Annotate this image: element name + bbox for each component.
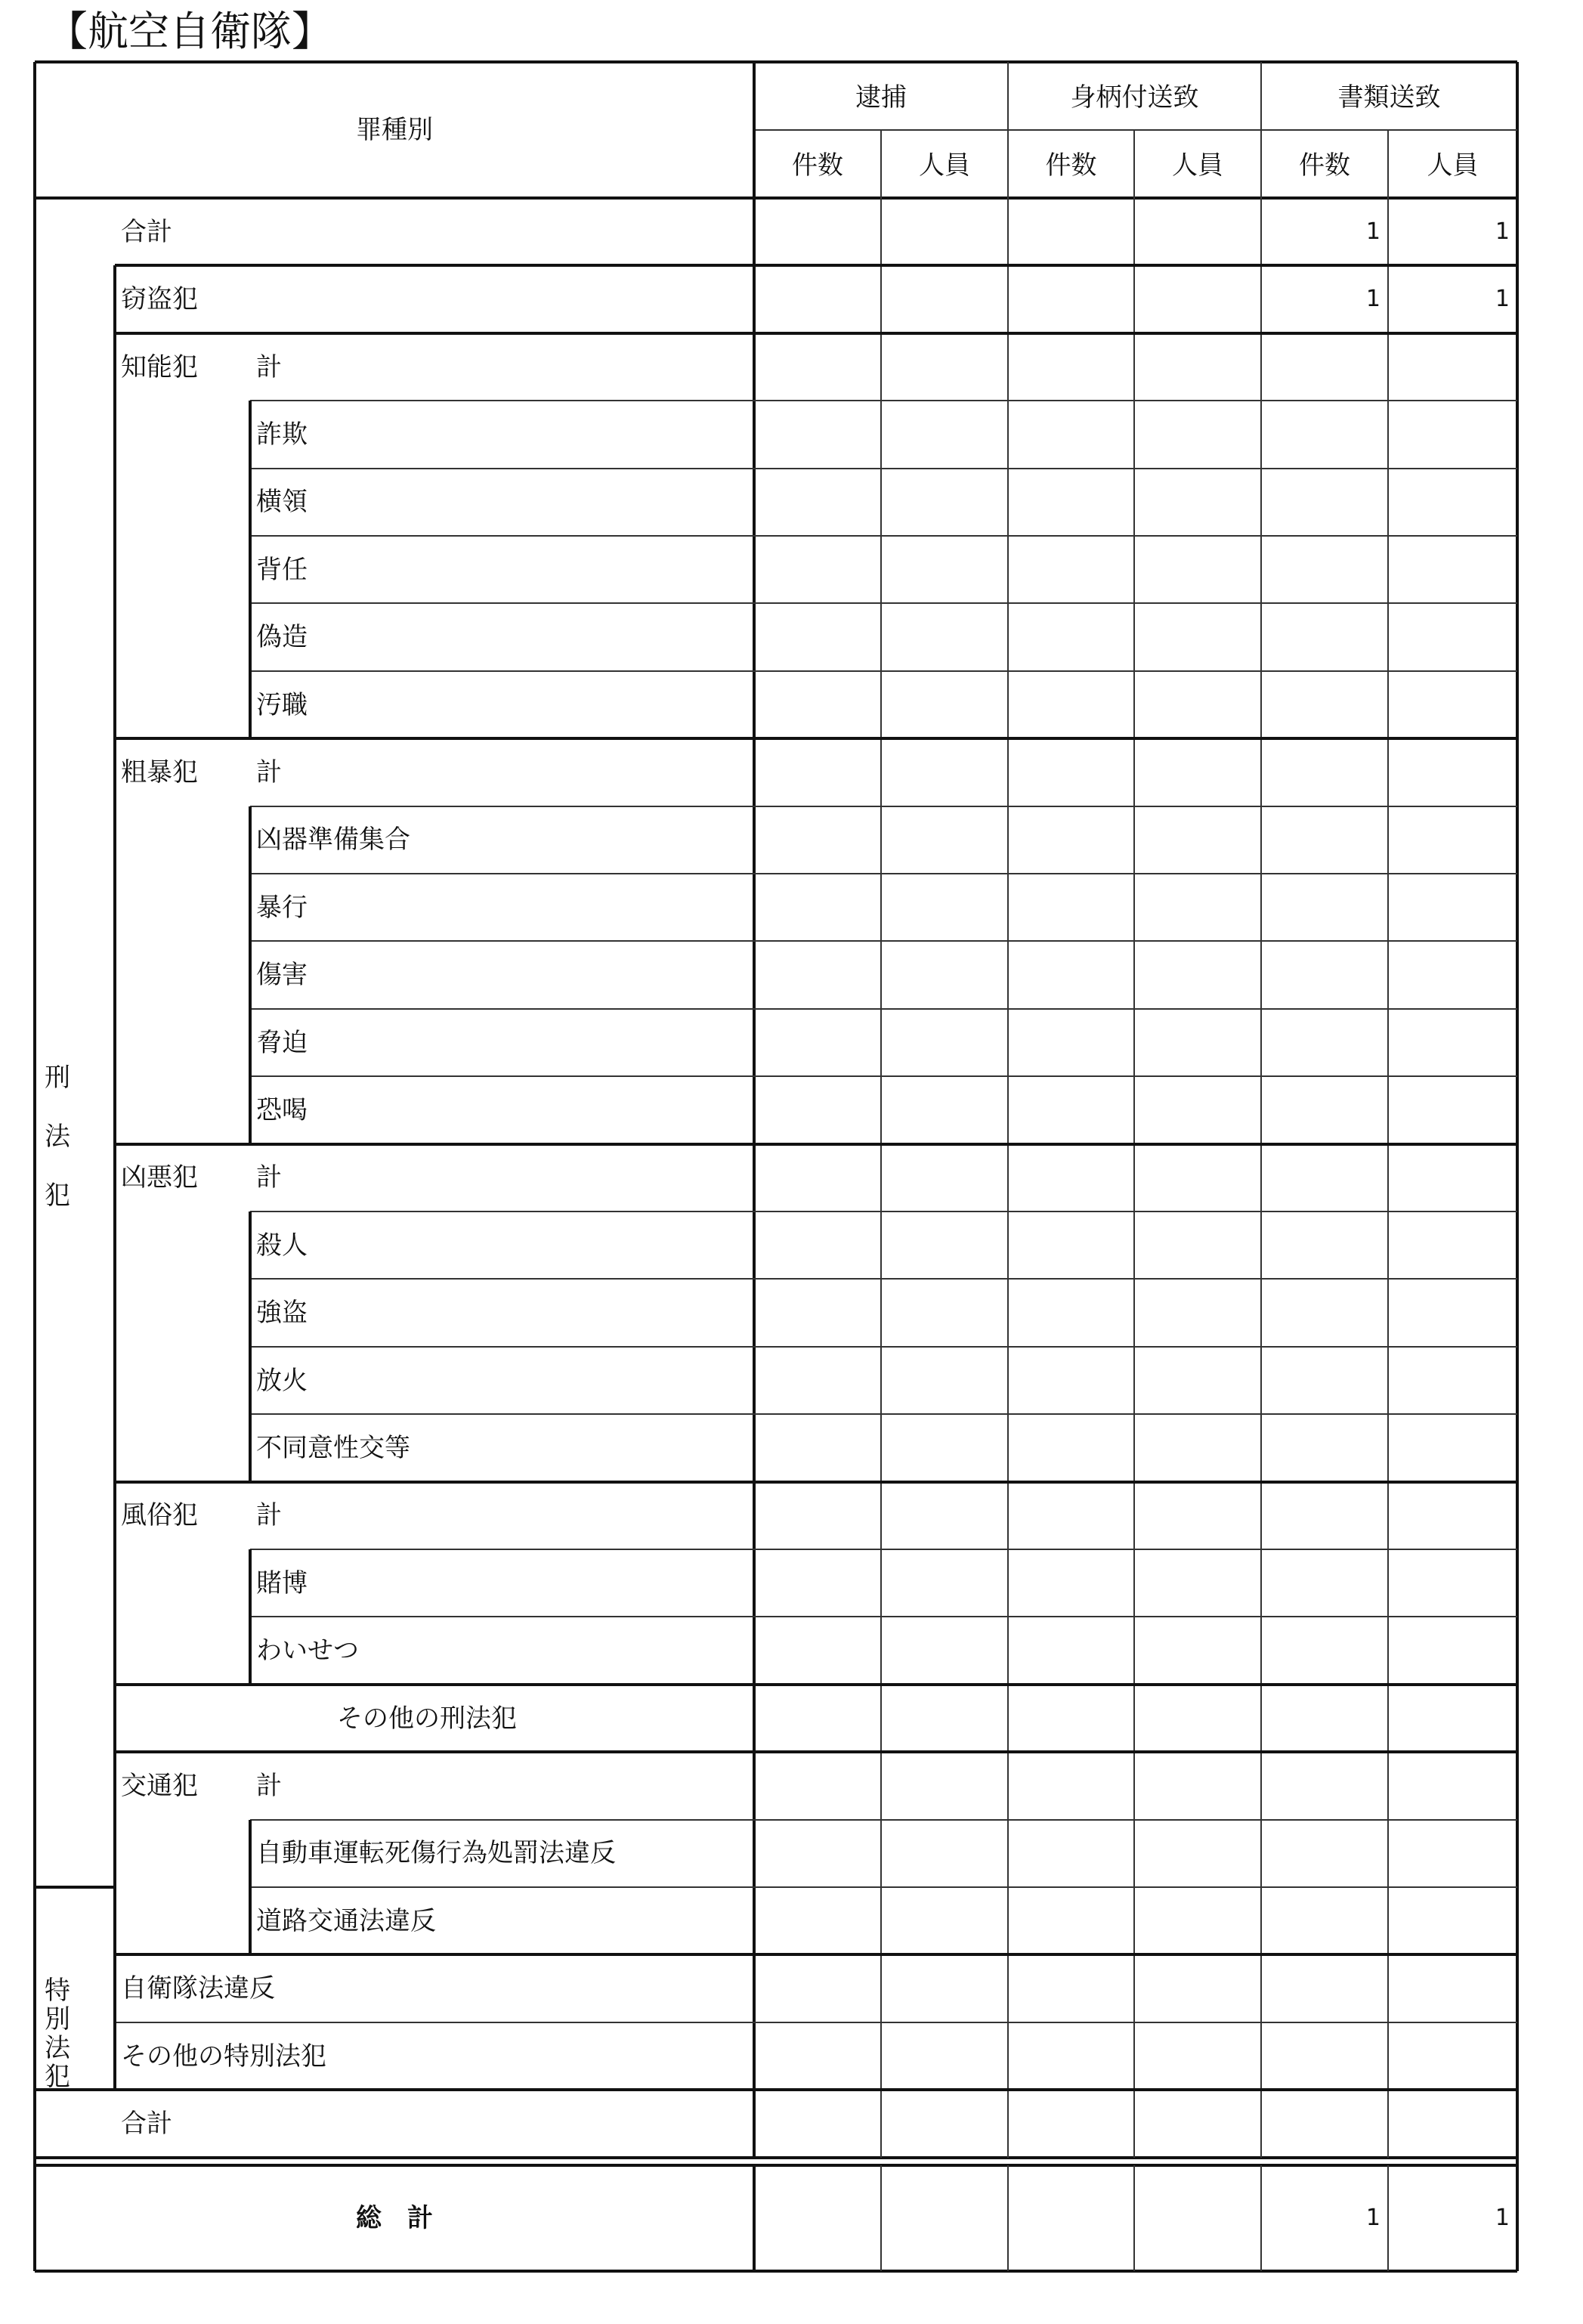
row-sublabel: 恐喝: [256, 1094, 308, 1125]
row-label: 自衛隊法違反: [121, 1973, 275, 2004]
grid-line: [115, 1953, 1517, 1956]
grid-line: [115, 1750, 1517, 1753]
header-group-0: 逮捕: [855, 82, 907, 113]
section-label-char: 別: [45, 2004, 70, 2035]
cell-value: 1: [1365, 218, 1380, 245]
grid-line: [249, 401, 252, 738]
grid-line: [250, 1346, 1517, 1348]
grid-line: [250, 1616, 1517, 1617]
grid-line: [1007, 62, 1009, 2158]
row-sublabel: 道路交通法違反: [256, 1905, 436, 1936]
grid-line: [35, 2164, 1517, 2167]
page-title: 【航空自衛隊】: [47, 8, 332, 55]
grid-line: [250, 535, 1517, 537]
row-sublabel: 計: [256, 351, 282, 382]
section-label-char: 刑: [45, 1063, 70, 1094]
row-sublabel: 計: [256, 757, 282, 788]
grid-line: [250, 1278, 1517, 1280]
row-label: 合計: [121, 216, 172, 247]
grid-line: [250, 670, 1517, 672]
grid-line: [250, 940, 1517, 942]
grid-line: [35, 2270, 1517, 2273]
row-sublabel: 計: [256, 1770, 282, 1801]
grand-total-label: 総 計: [356, 2202, 433, 2233]
grid-line: [250, 1211, 1517, 1212]
grid-line: [249, 1549, 252, 1685]
row-label: 知能犯: [121, 351, 198, 382]
grid-line: [1260, 2165, 1262, 2271]
section-label-keihou: [39, 1048, 76, 1225]
header-sub-3: 人員: [1172, 150, 1223, 181]
row-sublabel: 傷害: [256, 960, 308, 991]
grid-line: [250, 1819, 1517, 1821]
cell-value: 1: [1495, 286, 1510, 313]
row-sublabel: 賭博: [256, 1567, 308, 1598]
grid-line: [35, 2088, 1517, 2091]
row-sublabel: 放火: [256, 1365, 308, 1396]
grid-line: [249, 1820, 252, 1955]
grid-line: [115, 1143, 1517, 1146]
cell-value: 1: [1365, 286, 1380, 313]
row-label: 窃盗犯: [121, 284, 198, 315]
row-sublabel: 殺人: [256, 1230, 308, 1261]
row-label: 粗暴犯: [121, 757, 198, 788]
grid-line: [1516, 62, 1519, 2271]
grid-line: [35, 1886, 115, 1889]
row-sublabel: 背任: [256, 554, 308, 585]
header-sub-5: 人員: [1427, 150, 1479, 181]
header-category: 罪種別: [356, 115, 433, 145]
row-label: 合計: [121, 2108, 172, 2139]
row-sublabel: 暴行: [256, 892, 308, 923]
row-label: 交通犯: [121, 1770, 198, 1801]
grid-line: [35, 2156, 1517, 2159]
header-group-1: 身柄付送致: [1070, 82, 1199, 113]
grid-line: [115, 264, 1517, 267]
grid-line: [880, 2165, 882, 2271]
header-sub-2: 件数: [1045, 150, 1097, 181]
section-label-tokubetsu: [39, 1976, 76, 2091]
section-label-char: 犯: [45, 2062, 70, 2093]
row-label: その他の特別法犯: [121, 2041, 326, 2072]
row-sublabel: 偽造: [256, 622, 308, 653]
grid-line: [113, 265, 116, 2090]
grid-line: [250, 1413, 1517, 1415]
header-sub-0: 件数: [792, 150, 843, 181]
section-label-char: 犯: [45, 1181, 70, 1212]
grid-line: [115, 737, 1517, 740]
row-sublabel: 計: [256, 1500, 282, 1531]
grid-line: [250, 873, 1517, 874]
grid-line: [250, 602, 1517, 604]
row-sublabel: 脅迫: [256, 1027, 308, 1058]
grid-line: [115, 332, 1517, 335]
row-label: 風俗犯: [121, 1500, 198, 1531]
grid-line: [753, 2165, 756, 2271]
row-sublabel: 凶器準備集合: [256, 825, 410, 856]
grid-line: [250, 400, 1517, 401]
row-sublabel: 横領: [256, 487, 308, 518]
grid-line: [249, 806, 252, 1144]
grid-line: [250, 806, 1517, 807]
section-label-char: 特: [45, 1976, 70, 2007]
grid-line: [250, 1549, 1517, 1550]
row-sublabel: 詐欺: [256, 419, 308, 450]
row-sublabel: 不同意性交等: [256, 1432, 410, 1463]
grid-line: [1260, 62, 1262, 2158]
cell-value: 1: [1495, 218, 1510, 245]
header-sub-4: 件数: [1299, 150, 1350, 181]
grand-total-value: 1: [1495, 2204, 1510, 2231]
header-sub-1: 人員: [919, 150, 970, 181]
grid-line: [250, 1075, 1517, 1077]
grid-line: [115, 2022, 1517, 2023]
section-label-char: 法: [45, 2033, 70, 2064]
grid-line: [1133, 2165, 1135, 2271]
row-sublabel: 汚職: [256, 689, 308, 720]
grid-line: [33, 62, 36, 2271]
grand-total-value: 1: [1365, 2204, 1380, 2231]
section-label-char: 法: [45, 1122, 70, 1153]
grid-line: [250, 1886, 1517, 1888]
grid-line: [1007, 2165, 1009, 2271]
grid-line: [35, 197, 1517, 200]
grid-line: [249, 1212, 252, 1482]
grid-line: [115, 1683, 1517, 1686]
row-sublabel: 自動車運転死傷行為処罰法違反: [256, 1838, 616, 1869]
row-label: その他の刑法犯: [337, 1703, 517, 1734]
grid-line: [753, 62, 756, 2158]
grid-line: [754, 129, 1517, 131]
grid-line: [250, 1008, 1517, 1010]
grid-line: [1387, 2165, 1389, 2271]
grid-line: [115, 1481, 1517, 1484]
grid-line: [35, 60, 1517, 63]
row-label: 凶悪犯: [121, 1162, 198, 1193]
row-sublabel: 計: [256, 1162, 282, 1193]
row-sublabel: わいせつ: [256, 1635, 359, 1666]
header-group-2: 書類送致: [1337, 82, 1441, 113]
grid-line: [250, 468, 1517, 469]
row-sublabel: 強盗: [256, 1298, 308, 1329]
